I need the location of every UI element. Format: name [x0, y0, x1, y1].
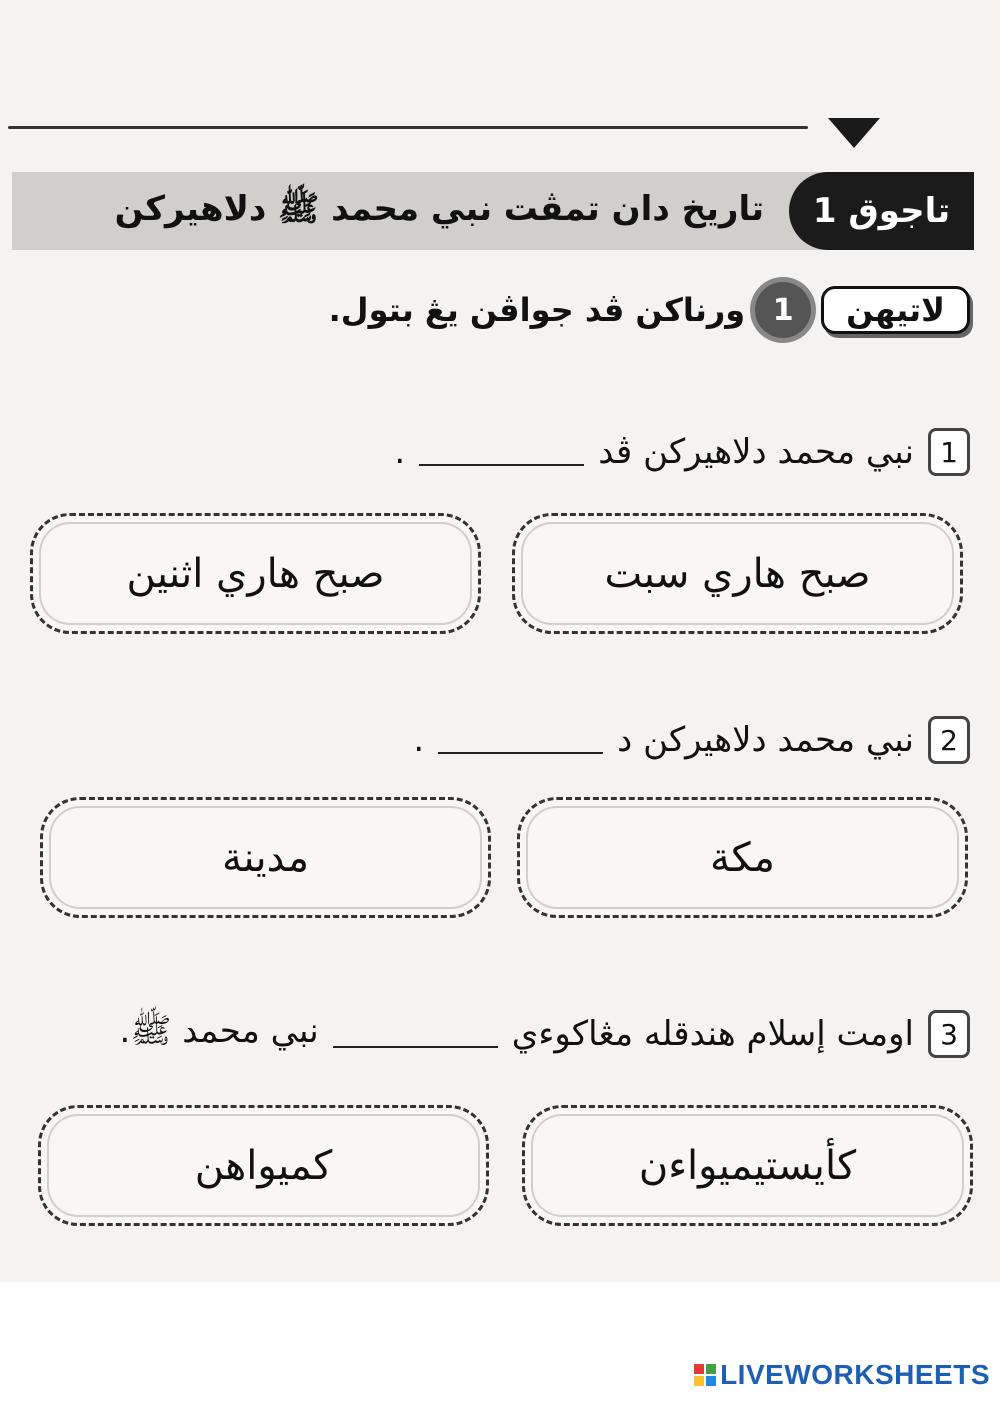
- question-number: 1: [928, 428, 970, 476]
- option-cloud[interactable]: [30, 513, 481, 634]
- answer-blank[interactable]: [419, 438, 584, 466]
- chapter-title: تاريخ دان تمڤت نبي محمد ﷺ دلاهيركن: [114, 189, 764, 229]
- option-label: مكة: [710, 834, 775, 881]
- option-cloud[interactable]: [522, 1105, 973, 1226]
- logo-icon: [694, 1364, 716, 1386]
- option-label: كأيستيميواءن: [638, 1142, 857, 1189]
- question-end: .: [413, 720, 425, 760]
- option-cloud[interactable]: [38, 1105, 489, 1226]
- question-2: [413, 710, 970, 770]
- chapter-tag: تاجوق 1: [789, 172, 974, 250]
- option-label: كميواهن: [194, 1142, 333, 1189]
- exercise-instruction: ورناكن ڤد جواڤن يڠ بتول.: [328, 291, 746, 329]
- question-text: اومت إسلام هندقله مڠاكوءي: [511, 1014, 914, 1054]
- question-1: [394, 422, 970, 482]
- exercise-heading: [329, 274, 970, 346]
- top-rule: [8, 126, 808, 129]
- option-label: صبح هاري سبت: [604, 550, 871, 597]
- option-label: مدينة: [221, 834, 310, 881]
- question-text: نبي محمد دلاهيركن د: [617, 720, 914, 760]
- question-3: [120, 1004, 970, 1064]
- question-number: 3: [928, 1010, 970, 1058]
- question-end: نبي محمد ﷺ.: [119, 1010, 319, 1051]
- chapter-header: [12, 172, 974, 250]
- question-text: نبي محمد دلاهيركن ڤد: [598, 432, 914, 472]
- question-number: 2: [928, 716, 970, 764]
- option-cloud[interactable]: [512, 513, 963, 634]
- answer-blank[interactable]: [438, 726, 603, 754]
- option-cloud[interactable]: [40, 797, 491, 918]
- brand-name: LIVEWORKSHEETS: [720, 1359, 990, 1390]
- option-label: صبح هاري اثنين: [126, 550, 385, 597]
- exercise-number-badge: 1: [755, 282, 811, 338]
- exercise-label: لاتيهن: [821, 286, 970, 334]
- option-cloud[interactable]: [517, 797, 968, 918]
- corner-decoration: [828, 118, 880, 148]
- answer-blank[interactable]: [333, 1020, 498, 1048]
- liveworksheets-logo[interactable]: [694, 1359, 990, 1391]
- question-end: .: [394, 432, 406, 472]
